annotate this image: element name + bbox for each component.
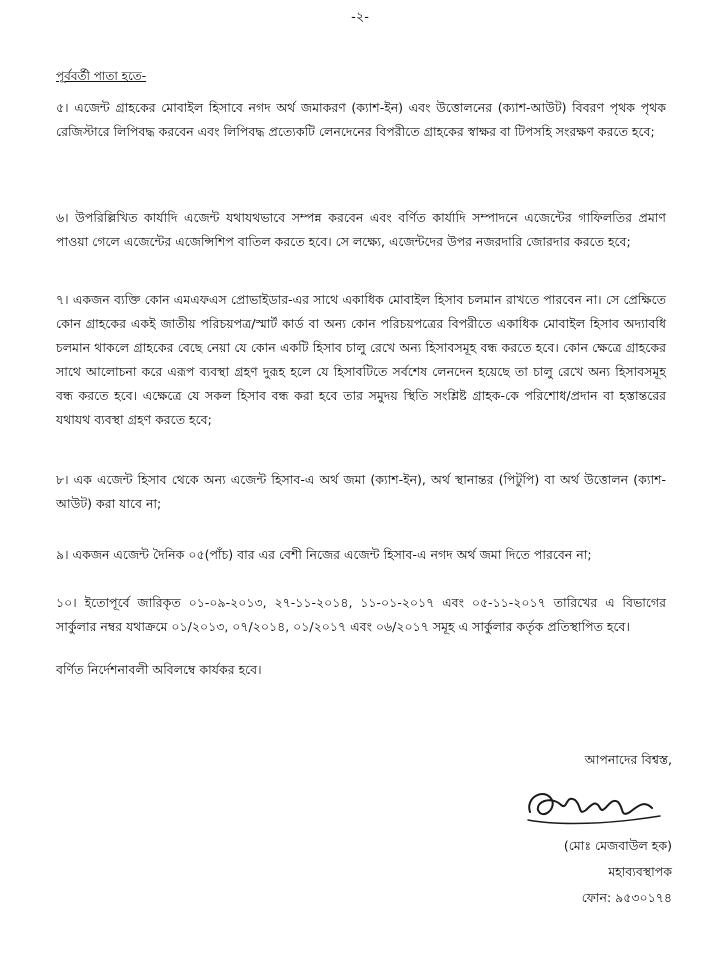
handwritten-signature xyxy=(520,782,670,832)
paragraph-9: ৯। একজন এজেন্ট দৈনিক ০৫(পাঁচ) বার এর বেশী নিজের এজেন্ট হিসাব-এ নগদ অর্থ জমা দিতে পারবেন না; xyxy=(56,547,592,562)
continued-from-previous-label: পূর্ববর্তী পাতা হতে- xyxy=(56,69,147,83)
signatory-name: (মোঃ মেজবাউল হক) xyxy=(563,838,672,853)
signatory-designation: মহাব্যবস্থাপক xyxy=(608,864,672,879)
paragraph-10: ১০। ইতোপূর্বে জারিকৃত ০১-০৯-২০১৩, ২৭-১১-২০১৪, ১১-০১-২০১৭ এবং ০৫-১১-২০১৭ তারিখের এ বিভাগের সার্কুলার নম্বর যথাক্রমে ০১/২০১৩, ০৭/২০১৪, ০১/২০১৭ এবং ০৬/২০১৭ সমূহ এ সার্কুলার কর্তৃক প্রতিস্থাপিত হবে। xyxy=(56,595,666,634)
paragraph-7: ৭। একজন ব্যক্তি কোন এমএফএস প্রোভাইডার-এর সাথে একাধিক মোবাইল হিসাব চলমান রাখতে পারবেন না। সে প্রেক্ষিতে কোন গ্রাহকের একই জাতীয় পরিচয়পত্র/স্মার্ট কার্ড বা অন্য কোন পরিচয়পত্রের বিপরীতে একাধিক মোবাইল হিসাব অদ্যাবধি চলমান থাকলে গ্রাহকের বেছে নেয়া যে কোন একটি হিসাব চালু রেখে অন্য হিসাবসমূহ বন্ধ করতে হবে। কোন ক্ষেত্রে গ্রাহকের সাথে আলোচনা করে এরূপ ব্যবস্থা গ্রহণ দুরূহ হলে যে হিসাবটিতে সর্বশেষ লেনদেন হয়েছে তা চালু রেখে অন্য হিসাবসমূহ বন্ধ করতে হবে। এক্ষেত্রে যে সকল হিসাব বন্ধ করা হবে তার সমুদয় স্থিতি সংশ্লিষ্ট গ্রাহক-কে পরিশোধ/প্রদান বা হস্তান্তরের যথাযথ ব্যবস্থা গ্রহণ করতে হবে; xyxy=(56,292,666,427)
valediction: আপনাদের বিশ্বস্ত, xyxy=(584,752,672,767)
closing-statement: বর্ণিত নির্দেশনাবলী অবিলম্বে কার্যকর হবে। xyxy=(56,662,262,677)
page-number: -২- xyxy=(351,10,369,25)
paragraph-6: ৬। উপরিল্লিখিত কার্যাদি এজেন্ট যথাযথভাবে সম্পন্ন করবেন এবং বর্ণিত কার্যাদি সম্পাদনে এজেন্টের গাফিলতির প্রমাণ পাওয়া গেলে এজেন্টের এজেন্সিশিপ বাতিল করতে হবে। সে লক্ষ্যে, এজেন্টদের উপর নজরদারি জোরদার করতে হবে; xyxy=(56,210,666,249)
paragraph-5: ৫। এজেন্ট গ্রাহকের মোবাইল হিসাবে নগদ অর্থ জমাকরণ (ক্যাশ-ইন) এবং উত্তোলনের (ক্যাশ-আউট) বিবরণ পৃথক পৃথক রেজিস্টারে লিপিবদ্ধ করবেন এবং লিপিবদ্ধ প্রত্যেকটি লেনদেনের বিপরীতে গ্রাহকের স্বাক্ষর বা টিপসহি সংরক্ষণ করতে হবে; xyxy=(56,100,666,139)
paragraph-8: ৮। এক এজেন্ট হিসাব থেকে অন্য এজেন্ট হিসাব-এ অর্থ জমা (ক্যাশ-ইন), অর্থ স্থানান্তর (পিটুপি) বা অর্থ উত্তোলন (ক্যাশ-আউট) করা যাবে না; xyxy=(56,472,666,511)
phone-number: ফোন: ৯৫৩০১৭৪ xyxy=(581,890,672,905)
